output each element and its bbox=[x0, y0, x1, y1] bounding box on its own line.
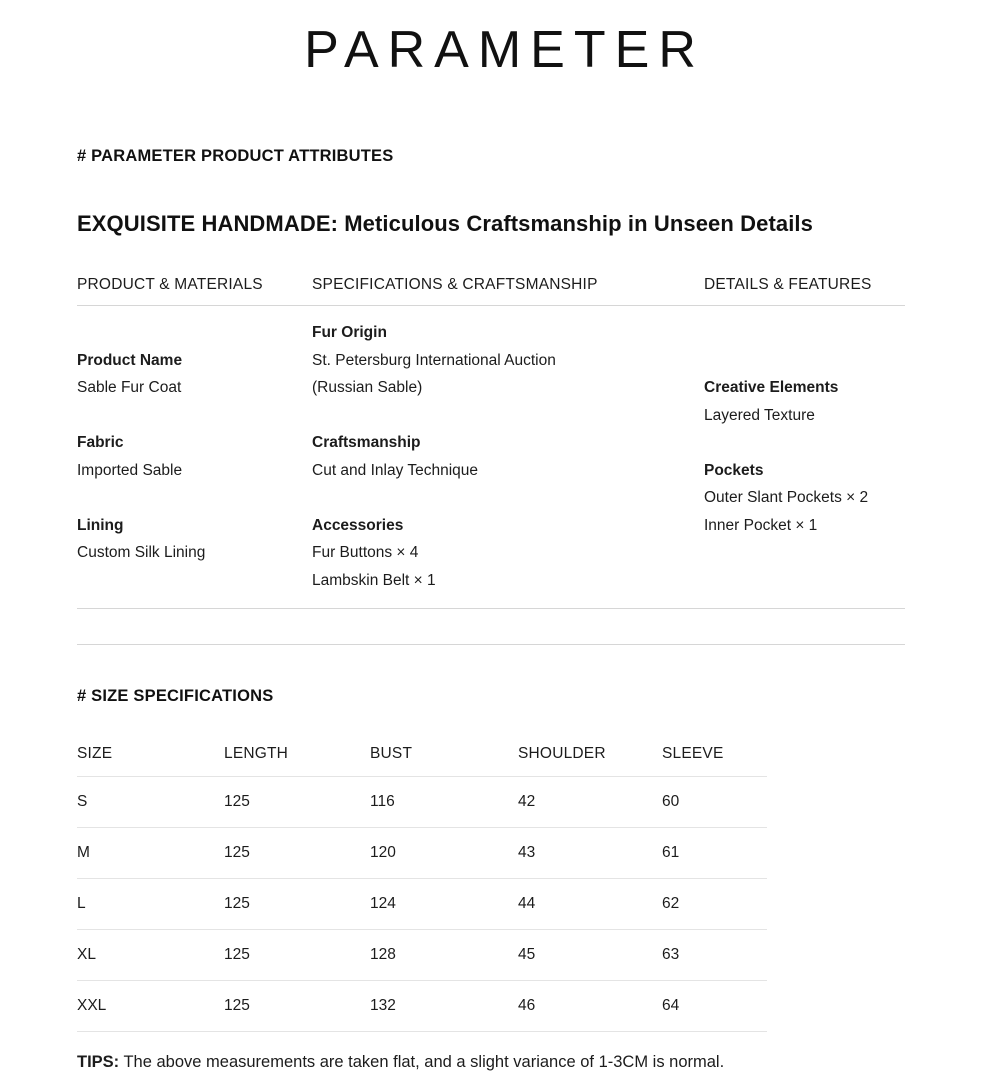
size-cell: S bbox=[77, 777, 224, 828]
size-row-l bbox=[77, 879, 767, 930]
attr-label: Fabric bbox=[77, 434, 124, 451]
attr-column-specifications-craftsmanship bbox=[312, 319, 704, 594]
size-cell: 125 bbox=[224, 828, 370, 879]
size-col-header-sleeve: SLEEVE bbox=[662, 746, 767, 777]
attributes-table-header-row bbox=[77, 277, 905, 306]
attr-value: Lambskin Belt × 1 bbox=[312, 571, 436, 589]
size-col-header-bust: BUST bbox=[370, 746, 518, 777]
size-section-heading: # SIZE SPECIFICATIONS bbox=[77, 687, 274, 705]
attr-value: (Russian Sable) bbox=[312, 379, 423, 396]
size-col-header-size: SIZE bbox=[77, 746, 224, 777]
attr-group-fabric bbox=[77, 429, 312, 484]
attr-column-header-specifications-craftsmanship: SPECIFICATIONS & CRAFTSMANSHIP bbox=[312, 276, 598, 293]
attributes-table-empty-row bbox=[77, 609, 905, 645]
size-cell: 45 bbox=[518, 930, 662, 981]
attr-column-header-product-materials: PRODUCT & MATERIALS bbox=[77, 276, 263, 293]
attr-value: Imported Sable bbox=[77, 461, 183, 479]
size-cell: 124 bbox=[370, 879, 518, 930]
attr-column-details-features bbox=[704, 319, 905, 594]
attr-group-creative-elements bbox=[704, 374, 905, 429]
size-table-header-row bbox=[77, 746, 767, 777]
attributes-table-body bbox=[77, 306, 905, 609]
attr-value: Outer Slant Pockets × 2 bbox=[704, 489, 869, 506]
size-cell: 64 bbox=[662, 981, 767, 1032]
size-cell: 46 bbox=[518, 981, 662, 1032]
attr-value: Inner Pocket × 1 bbox=[704, 516, 818, 534]
size-cell: 125 bbox=[224, 981, 370, 1032]
size-cell: 120 bbox=[370, 828, 518, 879]
attr-label: Accessories bbox=[312, 516, 404, 534]
attr-label: Lining bbox=[77, 516, 124, 534]
size-row-xl bbox=[77, 930, 767, 981]
size-row-xxl bbox=[77, 981, 767, 1032]
page-title: PARAMETER bbox=[304, 21, 705, 79]
size-cell: 63 bbox=[662, 930, 767, 981]
size-col-header-shoulder: SHOULDER bbox=[518, 746, 662, 777]
attr-group-lining bbox=[77, 512, 312, 567]
size-cell: 125 bbox=[224, 777, 370, 828]
size-col-header-length: LENGTH bbox=[224, 746, 370, 777]
size-cell: 43 bbox=[518, 828, 662, 879]
size-cell: 128 bbox=[370, 930, 518, 981]
attr-value: Sable Fur Coat bbox=[77, 379, 182, 396]
attr-label: Product Name bbox=[77, 351, 183, 369]
size-cell: 125 bbox=[224, 930, 370, 981]
size-cell: 61 bbox=[662, 828, 767, 879]
size-cell: 42 bbox=[518, 777, 662, 828]
attr-value: St. Petersburg International Auction bbox=[312, 351, 556, 369]
size-row-s bbox=[77, 777, 767, 828]
attr-group-product-name bbox=[77, 347, 312, 402]
size-cell: 60 bbox=[662, 777, 767, 828]
attr-label: Pockets bbox=[704, 461, 764, 479]
size-cell: 44 bbox=[518, 879, 662, 930]
attr-value: Custom Silk Lining bbox=[77, 544, 206, 561]
size-specifications-table bbox=[77, 746, 767, 1032]
size-cell: XXL bbox=[77, 981, 224, 1032]
attr-value: Layered Texture bbox=[704, 406, 815, 424]
size-cell: 62 bbox=[662, 879, 767, 930]
size-cell: 125 bbox=[224, 879, 370, 930]
attr-group-accessories bbox=[312, 512, 704, 595]
attr-value: Cut and Inlay Technique bbox=[312, 461, 479, 479]
attr-group-pockets bbox=[704, 457, 905, 540]
size-cell: 116 bbox=[370, 777, 518, 828]
attr-label: Craftsmanship bbox=[312, 434, 421, 451]
tips-note bbox=[77, 1053, 905, 1072]
size-cell: 132 bbox=[370, 981, 518, 1032]
size-cell: M bbox=[77, 828, 224, 879]
page-content bbox=[77, 148, 905, 1072]
attr-column-product-materials bbox=[77, 319, 312, 594]
size-cell: L bbox=[77, 879, 224, 930]
attributes-section-heading: # PARAMETER PRODUCT ATTRIBUTES bbox=[77, 147, 394, 165]
size-cell: XL bbox=[77, 930, 224, 981]
size-row-m bbox=[77, 828, 767, 879]
tips-text: The above measurements are taken flat, and a slight variance of 1-3CM is normal. bbox=[123, 1053, 725, 1071]
tips-label: TIPS: bbox=[77, 1053, 120, 1071]
attr-value: Fur Buttons × 4 bbox=[312, 544, 419, 561]
attr-label: Fur Origin bbox=[312, 324, 387, 341]
attributes-subheading: EXQUISITE HANDMADE: Meticulous Craftsmanship in Unseen Details bbox=[77, 211, 813, 236]
attr-group-fur-origin bbox=[312, 319, 704, 402]
attr-label: Creative Elements bbox=[704, 379, 839, 396]
attr-group-craftsmanship bbox=[312, 429, 704, 484]
attr-column-header-details-features: DETAILS & FEATURES bbox=[704, 276, 872, 293]
